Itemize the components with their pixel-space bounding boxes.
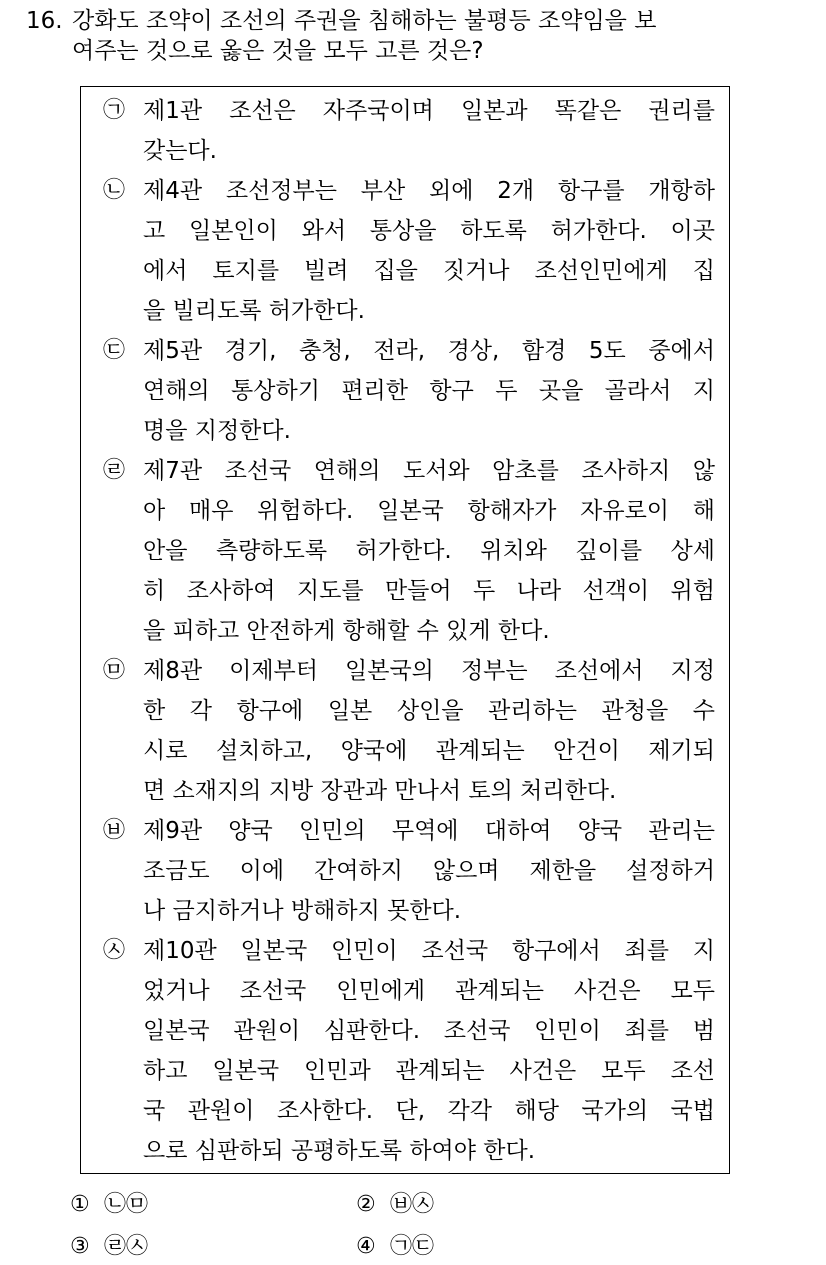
choice-3-number: ③ bbox=[70, 1234, 90, 1259]
article-line: 제8관 이제부터 일본국의 정부는 조선에서 지정 bbox=[143, 658, 715, 684]
article-line: 제9관 양국 인민의 무역에 대하여 양국 관리는 bbox=[143, 818, 715, 844]
article-line: 국 관원이 조사한다. 단, 각각 해당 국가의 국법 bbox=[143, 1098, 715, 1124]
choice-4-number: ④ bbox=[356, 1234, 376, 1259]
choice-2[interactable] bbox=[356, 1190, 434, 1220]
article-line: 고 일본인이 와서 통상을 하도록 허가한다. 이곳 bbox=[143, 218, 715, 244]
article-line: 갖는다. bbox=[143, 138, 217, 164]
article-item bbox=[103, 171, 715, 331]
article-marker: ㉦ bbox=[103, 938, 126, 963]
article-item bbox=[103, 651, 715, 811]
article-line: 제10관 일본국 인민이 조선국 항구에서 죄를 지 bbox=[143, 938, 715, 964]
question-text-line-1: 강화도 조약이 조선의 주권을 침해하는 불평등 조약임을 보 bbox=[72, 8, 657, 34]
choice-4[interactable] bbox=[356, 1232, 434, 1262]
choice-1-number: ① bbox=[70, 1192, 90, 1217]
article-item bbox=[103, 91, 715, 171]
article-marker: ㉣ bbox=[103, 458, 126, 483]
article-line: 제1관 조선은 자주국이며 일본과 똑같은 권리를 bbox=[143, 98, 715, 124]
article-item bbox=[103, 331, 715, 451]
article-line: 을 피하고 안전하게 항해할 수 있게 한다. bbox=[143, 618, 550, 644]
article-line: 제5관 경기, 충청, 전라, 경상, 함경 5도 중에서 bbox=[143, 338, 715, 364]
article-line: 하고 일본국 인민과 관계되는 사건은 모두 조선 bbox=[143, 1058, 715, 1084]
article-line: 명을 지정한다. bbox=[143, 418, 291, 444]
article-line: 연해의 통상하기 편리한 항구 두 곳을 골라서 지 bbox=[143, 378, 715, 404]
article-item bbox=[103, 811, 715, 931]
question-text-line-2: 여주는 것으로 옳은 것을 모두 고른 것은? bbox=[72, 38, 484, 64]
question-number: 16. bbox=[26, 8, 63, 34]
choice-3-text: ㉣㉦ bbox=[104, 1234, 149, 1259]
article-marker: ㉥ bbox=[103, 818, 126, 843]
question-stem bbox=[26, 6, 806, 66]
article-line: 에서 토지를 빌려 집을 짓거나 조선인민에게 집 bbox=[143, 258, 715, 284]
article-line: 안을 측량하도록 허가한다. 위치와 깊이를 상세 bbox=[143, 538, 715, 564]
article-line: 면 소재지의 지방 장관과 만나서 토의 처리한다. bbox=[143, 778, 617, 804]
article-line: 을 빌리도록 허가한다. bbox=[143, 298, 365, 324]
article-line: 시로 설치하고, 양국에 관계되는 안건이 제기되 bbox=[143, 738, 715, 764]
source-box bbox=[80, 86, 730, 1174]
choice-4-text: ㉠㉢ bbox=[390, 1234, 435, 1259]
article-line: 나 금지하거나 방해하지 못한다. bbox=[143, 898, 462, 924]
choice-1[interactable] bbox=[70, 1190, 148, 1220]
article-line: 으로 심판하되 공평하도록 하여야 한다. bbox=[143, 1138, 536, 1164]
question-line-1 bbox=[26, 6, 806, 36]
choice-2-text: ㉥㉦ bbox=[390, 1192, 435, 1217]
article-line: 조금도 이에 간여하지 않으며 제한을 설정하거 bbox=[143, 858, 715, 884]
article-item bbox=[103, 931, 715, 1171]
choice-3[interactable] bbox=[70, 1232, 148, 1262]
article-marker: ㉤ bbox=[103, 658, 126, 683]
article-line: 제7관 조선국 연해의 도서와 암초를 조사하지 않 bbox=[143, 458, 715, 484]
article-line: 히 조사하여 지도를 만들어 두 나라 선객이 위험 bbox=[143, 578, 715, 604]
article-marker: ㉢ bbox=[103, 338, 126, 363]
article-marker: ㉠ bbox=[103, 98, 126, 123]
choice-1-text: ㉡㉤ bbox=[104, 1192, 149, 1217]
choice-2-number: ② bbox=[356, 1192, 376, 1217]
article-line: 아 매우 위험하다. 일본국 항해자가 자유로이 해 bbox=[143, 498, 715, 524]
article-line: 제4관 조선정부는 부산 외에 2개 항구를 개항하 bbox=[143, 178, 715, 204]
treaty-articles-list bbox=[103, 91, 715, 1171]
article-marker: ㉡ bbox=[103, 178, 126, 203]
article-line: 한 각 항구에 일본 상인을 관리하는 관청을 수 bbox=[143, 698, 715, 724]
article-line: 었거나 조선국 인민에게 관계되는 사건은 모두 bbox=[143, 978, 715, 1004]
article-item bbox=[103, 451, 715, 651]
article-line: 일본국 관원이 심판한다. 조선국 인민이 죄를 범 bbox=[143, 1018, 715, 1044]
